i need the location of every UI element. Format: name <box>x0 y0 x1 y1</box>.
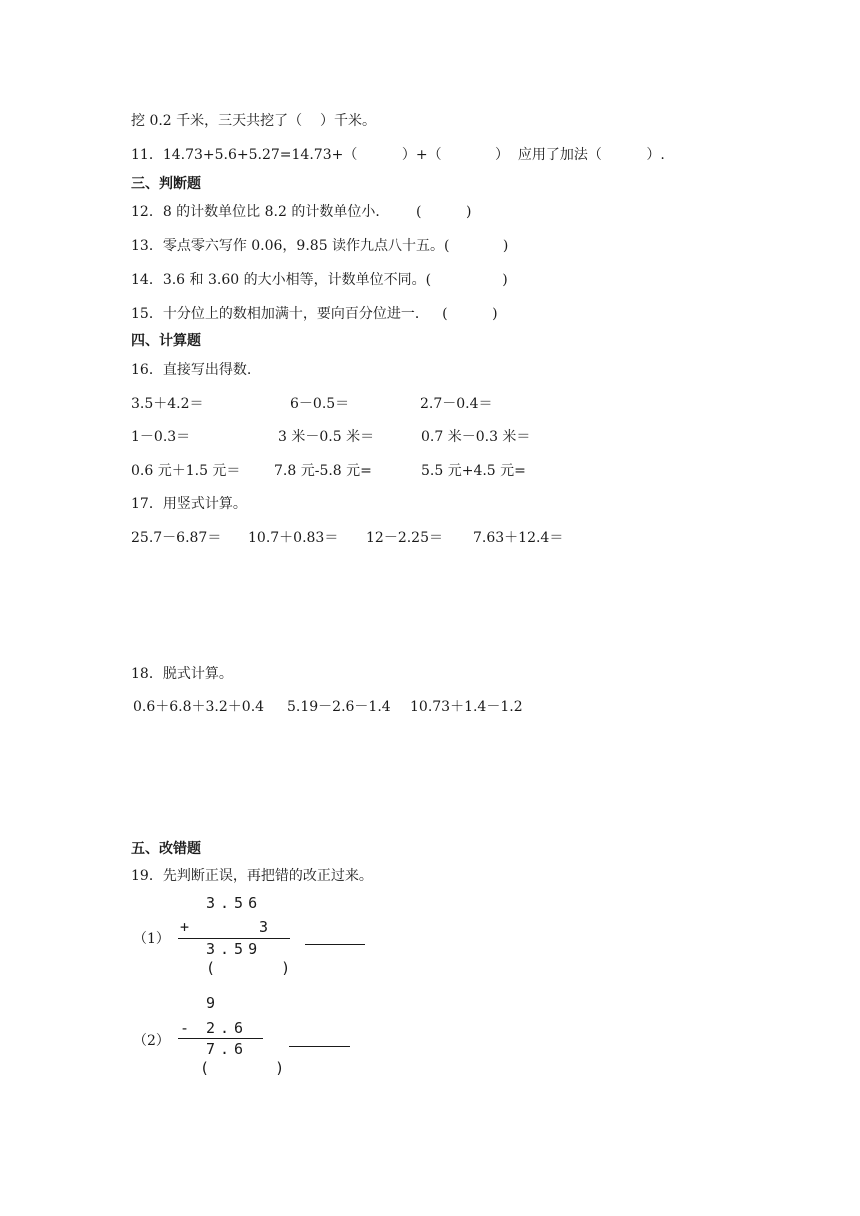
p1-top: 3.56 <box>206 894 263 912</box>
p2-addend: 2.6 <box>206 1019 249 1037</box>
q18-item-3: 10.73＋1.4－1.2 <box>410 699 523 715</box>
q17-item-4: 7.63＋12.4＝ <box>473 530 564 546</box>
q16-r1-c1: 3.5＋4.2＝ <box>131 396 204 412</box>
section-3-heading: 三、判断题 <box>131 176 201 192</box>
q17-item-3: 12－2.25＝ <box>366 530 443 546</box>
q13: 13．零点零六写作 0.06，9.85 读作九点八十五。( ) <box>131 238 509 254</box>
q16-r1-c3: 2.7－0.4＝ <box>420 396 493 412</box>
q17-item-1: 25.7－6.87＝ <box>131 530 222 546</box>
p1-result: 3.59 <box>206 940 263 958</box>
q14: 14．3.6 和 3.60 的大小相等，计数单位不同。( ) <box>131 272 508 288</box>
q16-r2-c1: 1－0.3＝ <box>131 429 191 445</box>
p2-result: 7.6 <box>206 1040 249 1058</box>
q16-r1-c2: 6－0.5＝ <box>290 396 350 412</box>
p1-addend: 3 <box>259 918 272 936</box>
q16-r3-c3: 5.5 元+4.5 元= <box>421 463 526 479</box>
q16-r3-c2: 7.8 元-5.8 元= <box>274 463 372 479</box>
p1-op: + <box>180 918 193 936</box>
q12: 12．8 的计数单位比 8.2 的计数单位小． ( ) <box>131 204 472 220</box>
section-4-heading: 四、计算题 <box>131 333 201 349</box>
q16-r3-c1: 0.6 元＋1.5 元＝ <box>131 463 241 479</box>
q15: 15．十分位上的数相加满十，要向百分位进一． ( ) <box>131 306 498 322</box>
q17-item-2: 10.7＋0.83＝ <box>248 530 339 546</box>
q18-item-1: 0.6＋6.8＋3.2＋0.4 <box>133 699 265 715</box>
p1-label: （1） <box>133 931 170 947</box>
p1-answer-blank <box>305 944 365 945</box>
q19: 19．先判断正误，再把错的改正过来。 <box>131 868 373 884</box>
q18-item-2: 5.19－2.6－1.4 <box>287 699 391 715</box>
p2-line <box>178 1038 263 1039</box>
q11: 11．14.73+5.6+5.27=14.73+（ ）+（ ） 应用了加法（ ）. <box>131 147 665 163</box>
p2-op: - <box>180 1019 193 1037</box>
p2-answer-blank <box>289 1046 350 1047</box>
p1-line <box>178 938 290 939</box>
p1-paren: ( ) <box>206 959 297 977</box>
q16-r2-c3: 0.7 米－0.3 米＝ <box>421 429 531 445</box>
p2-label: （2） <box>133 1033 170 1049</box>
q17: 17．用竖式计算。 <box>131 496 247 512</box>
q16: 16．直接写出得数. <box>131 362 252 378</box>
q18: 18．脱式计算。 <box>131 666 233 682</box>
p2-paren: ( ) <box>200 1059 291 1077</box>
q16-r2-c2: 3 米－0.5 米＝ <box>278 429 375 445</box>
p2-top: 9 <box>206 994 219 1012</box>
section-5-heading: 五、改错题 <box>131 841 201 857</box>
q10-tail: 挖 0.2 千米，三天共挖了（ ）千米。 <box>131 113 376 129</box>
